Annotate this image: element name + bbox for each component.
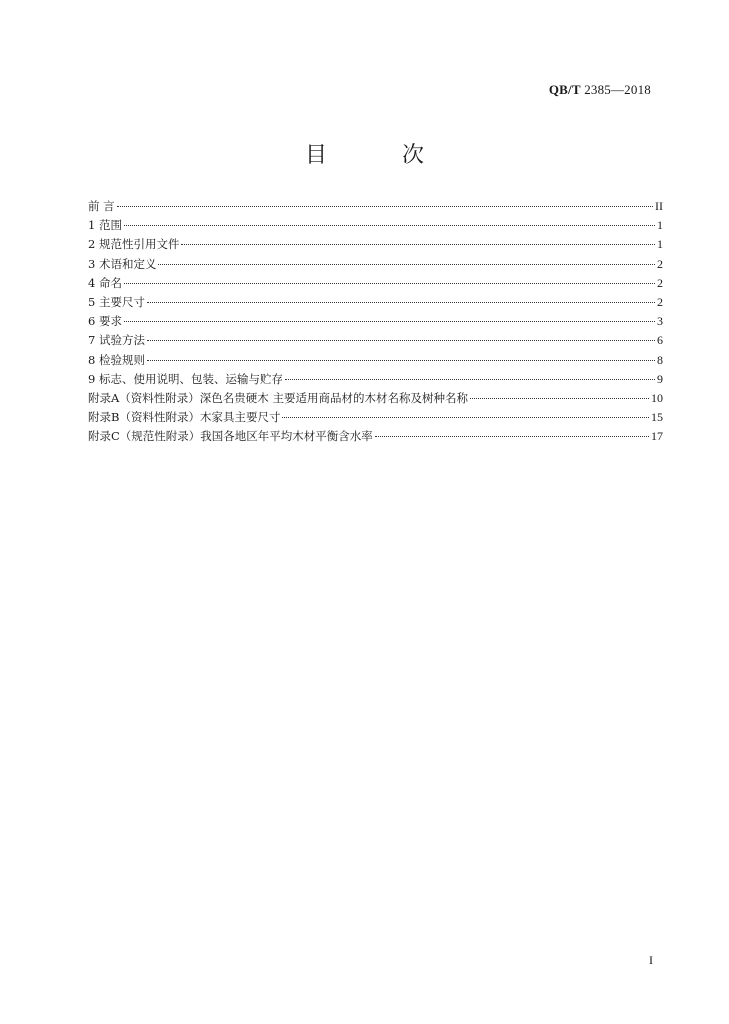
- toc-leader: [124, 321, 655, 322]
- toc-leader: [282, 417, 649, 418]
- toc-entry[interactable]: [88, 294, 663, 313]
- toc-leader: [124, 283, 655, 284]
- toc-leader: [158, 264, 655, 265]
- toc-entry-label: 附录C（规范性附录）我国各地区年平均木材平衡含水率: [88, 429, 373, 444]
- toc-leader: [470, 398, 649, 399]
- toc-entry-page: II: [655, 199, 663, 213]
- toc-entry-page: 3: [657, 314, 663, 329]
- toc-entry[interactable]: [88, 256, 663, 275]
- toc-leader: [147, 340, 655, 341]
- toc-entry-label: 6 要求: [88, 314, 122, 329]
- toc-entry-page: 10: [651, 390, 663, 405]
- toc-entry-label: 9 标志、使用说明、包装、运输与贮存: [88, 371, 283, 386]
- toc-leader: [147, 302, 655, 303]
- toc-entry-label: 附录A（资料性附录）深色名贵硬木 主要适用商品材的木材名称及树种名称: [88, 390, 468, 405]
- toc-entry-label: 4 命名: [88, 275, 122, 290]
- toc-entry-label: 8 检验规则: [88, 352, 145, 367]
- toc-entry-label: 1 范围: [88, 218, 122, 233]
- toc-entry-label: 7 试验方法: [88, 333, 145, 348]
- toc-entry[interactable]: [88, 313, 663, 332]
- toc-entry[interactable]: [88, 352, 663, 371]
- toc-entry-page: 1: [657, 237, 663, 252]
- table-of-contents: [88, 198, 663, 447]
- toc-entry-label: 3 术语和定义: [88, 256, 157, 271]
- toc-leader: [124, 225, 655, 226]
- toc-entry-page: 1: [657, 218, 663, 233]
- page-number: I: [649, 953, 653, 967]
- standard-number: [549, 82, 651, 98]
- standard-year: 2385—2018: [584, 82, 651, 97]
- toc-entry-page: 2: [657, 294, 663, 309]
- toc-entry-label: 2 规范性引用文件: [88, 237, 180, 252]
- toc-leader: [147, 360, 655, 361]
- toc-entry-page: 8: [657, 352, 663, 367]
- toc-entry[interactable]: [88, 409, 663, 428]
- toc-entry[interactable]: [88, 390, 663, 409]
- toc-leader: [285, 379, 655, 380]
- toc-entry-label: 附录B（资料性附录）木家具主要尺寸: [88, 410, 281, 425]
- toc-entry[interactable]: [88, 428, 663, 447]
- page-title: 目 次: [305, 143, 458, 168]
- toc-entry[interactable]: [88, 198, 663, 217]
- toc-entry[interactable]: [88, 371, 663, 390]
- toc-entry-page: 2: [657, 256, 663, 271]
- toc-leader: [181, 244, 655, 245]
- toc-entry[interactable]: [88, 217, 663, 236]
- toc-entry[interactable]: [88, 332, 663, 351]
- toc-entry-page: 2: [657, 275, 663, 290]
- toc-entry-page: 6: [657, 333, 663, 348]
- toc-leader: [117, 206, 653, 207]
- toc-entry-page: 9: [657, 371, 663, 386]
- toc-leader: [375, 436, 649, 437]
- toc-entry-label: 5 主要尺寸: [88, 294, 145, 309]
- toc-entry[interactable]: [88, 275, 663, 294]
- standard-code: QB/T: [548, 82, 581, 97]
- toc-entry[interactable]: [88, 236, 663, 255]
- toc-entry-page: 15: [651, 410, 663, 425]
- toc-entry-page: 17: [651, 429, 663, 444]
- toc-entry-label: 前 言: [88, 199, 115, 213]
